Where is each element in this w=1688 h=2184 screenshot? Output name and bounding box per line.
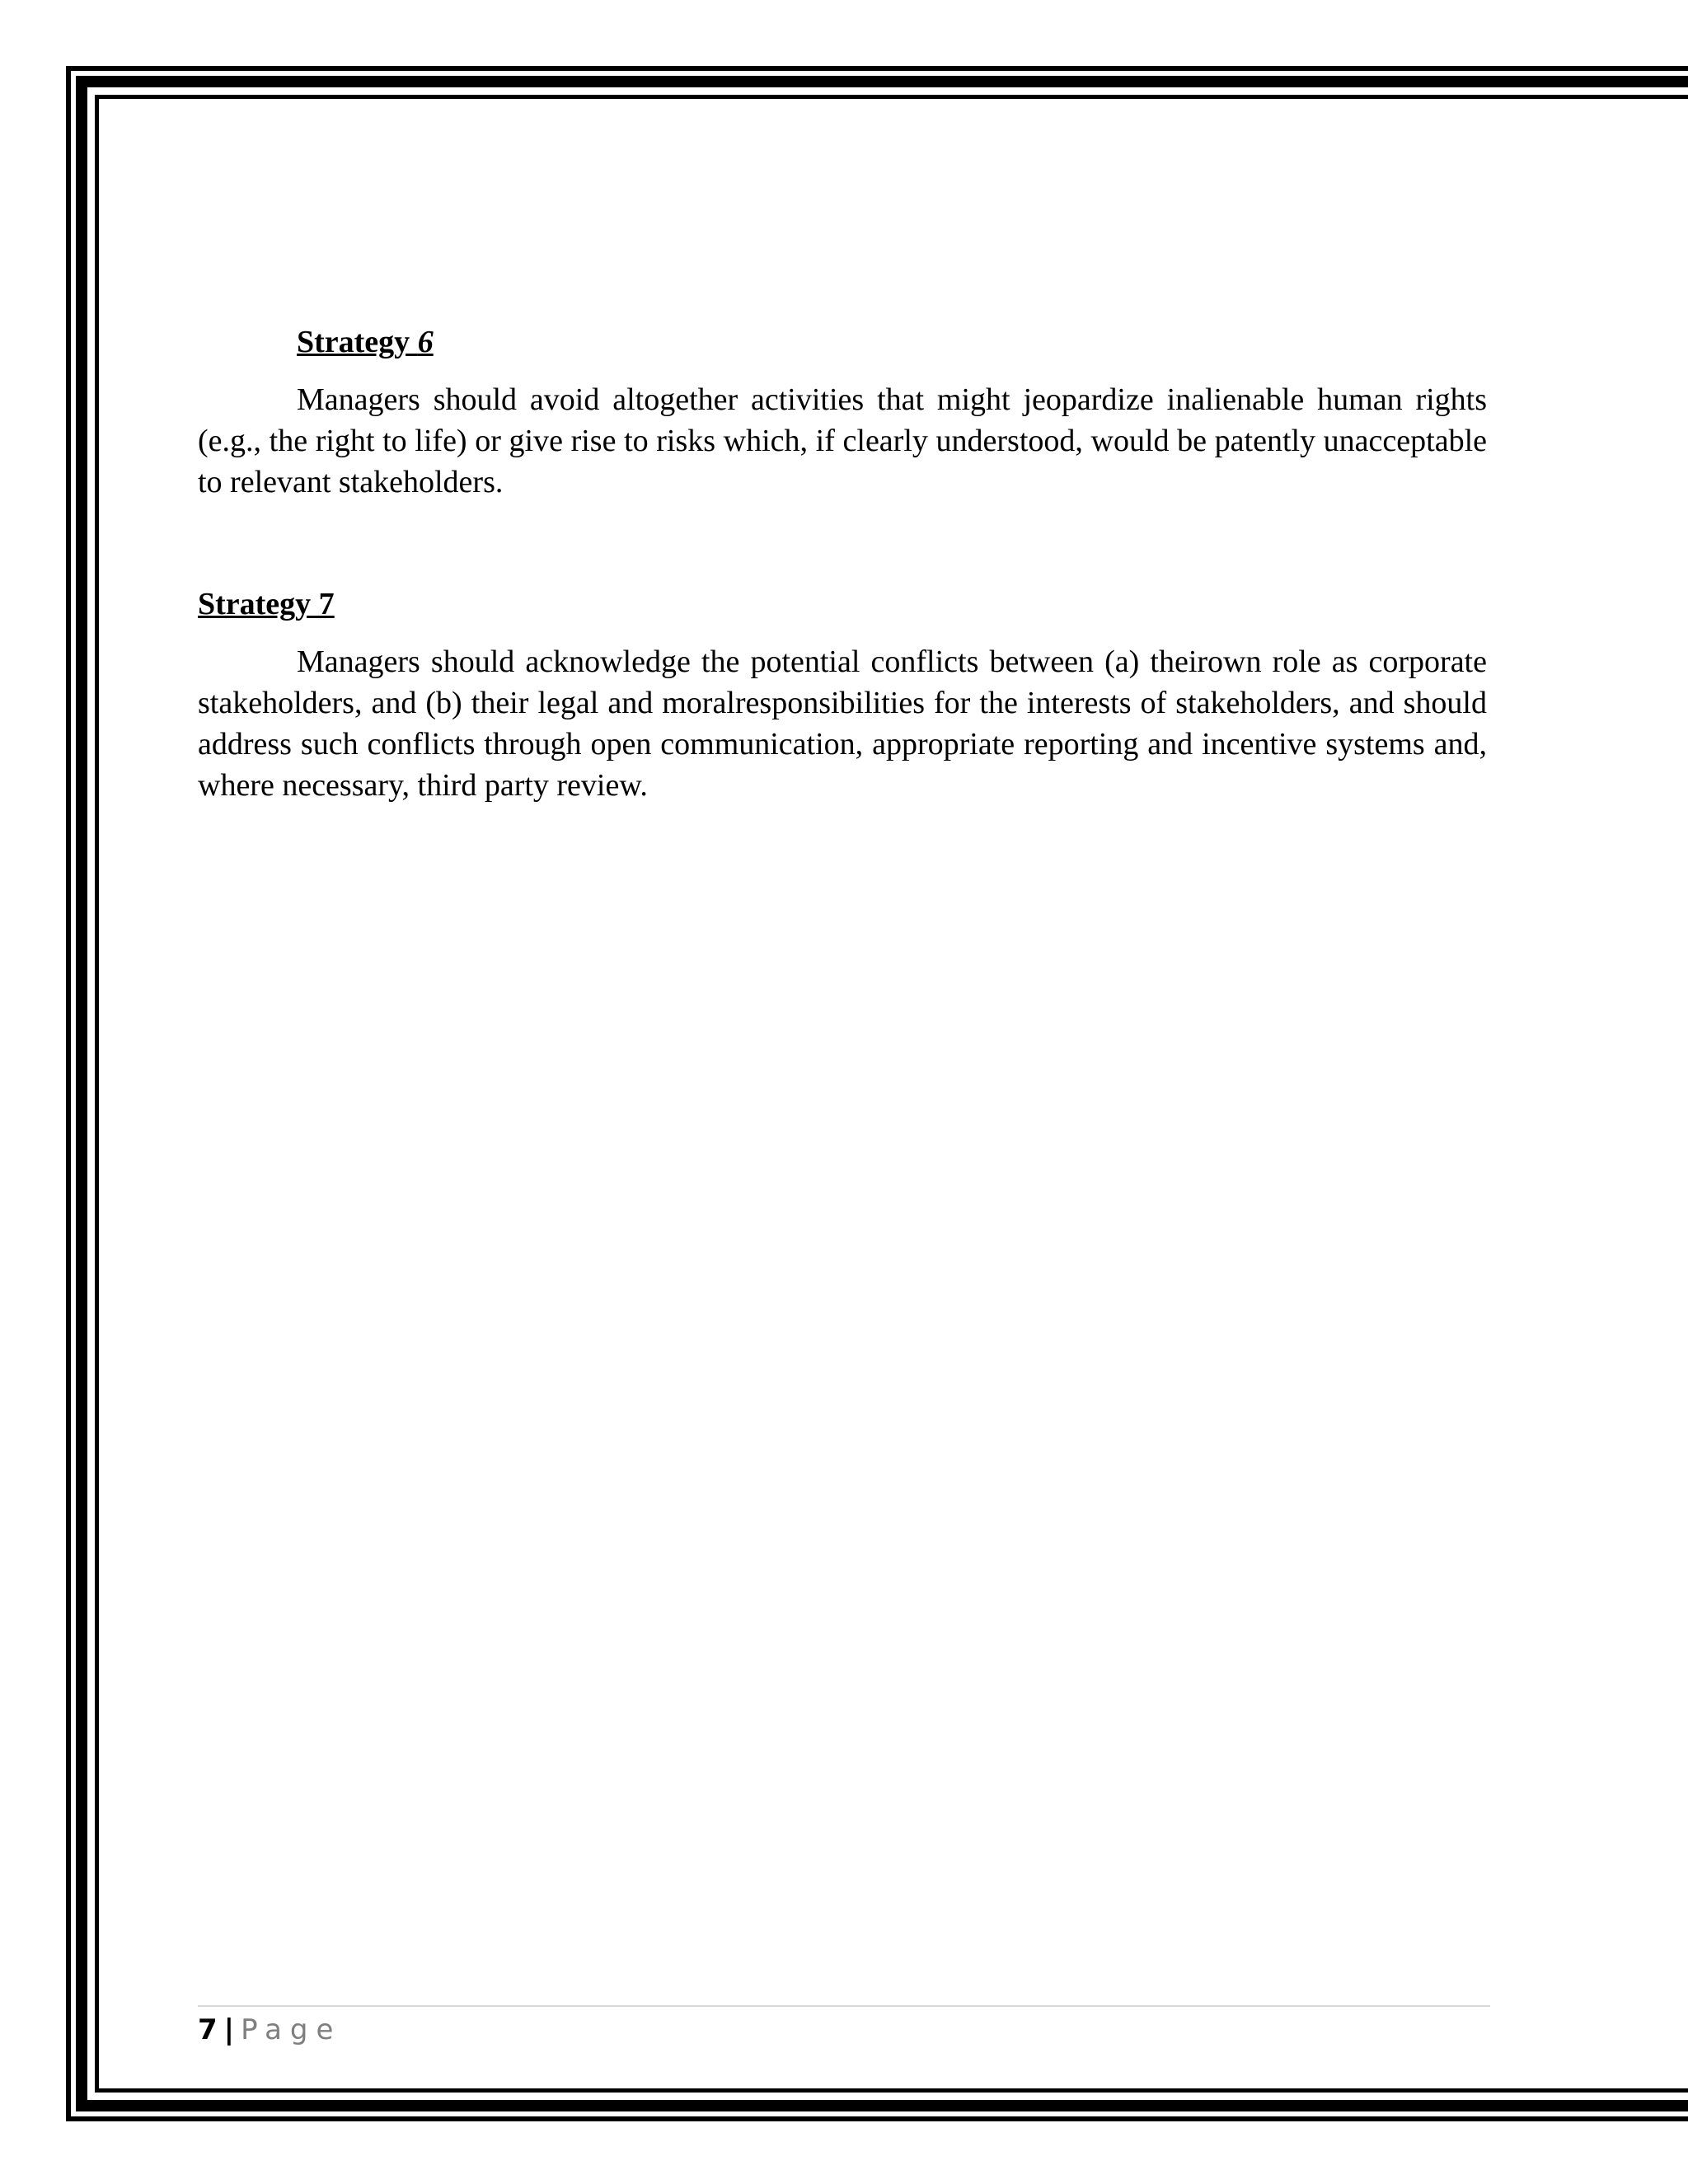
footer-separator: | bbox=[223, 2013, 235, 2046]
page-footer bbox=[198, 2011, 341, 2049]
strategy-6-paragraph: Managers should avoid altogether activities that might jeopardize inalienable human rights (e.g., the right to life) or give rise to risks which, if clearly understood, would be patently unacceptable to relevant stakeholders. bbox=[198, 382, 1487, 499]
strategy-7-paragraph: Managers should acknowledge the potential conflicts between (a) theirown role as corporate stakeholders, and (b) their legal and moralresponsibilities for the interests of stakeholders, and should address such conflicts through open communication, appropriate reporting and incentive systems and, where necessary, third party review. bbox=[198, 644, 1487, 803]
footer-divider bbox=[198, 2005, 1490, 2007]
page-label: Page bbox=[241, 2013, 342, 2046]
strategy-6-heading bbox=[198, 321, 1487, 363]
strategy-7-heading: Strategy 7 bbox=[198, 587, 335, 621]
page-number: 7 bbox=[198, 2013, 218, 2046]
document-body bbox=[198, 321, 1487, 806]
strategy-6-heading-prefix: Strategy bbox=[297, 325, 418, 359]
strategy-6-heading-number: 6 bbox=[417, 325, 434, 359]
